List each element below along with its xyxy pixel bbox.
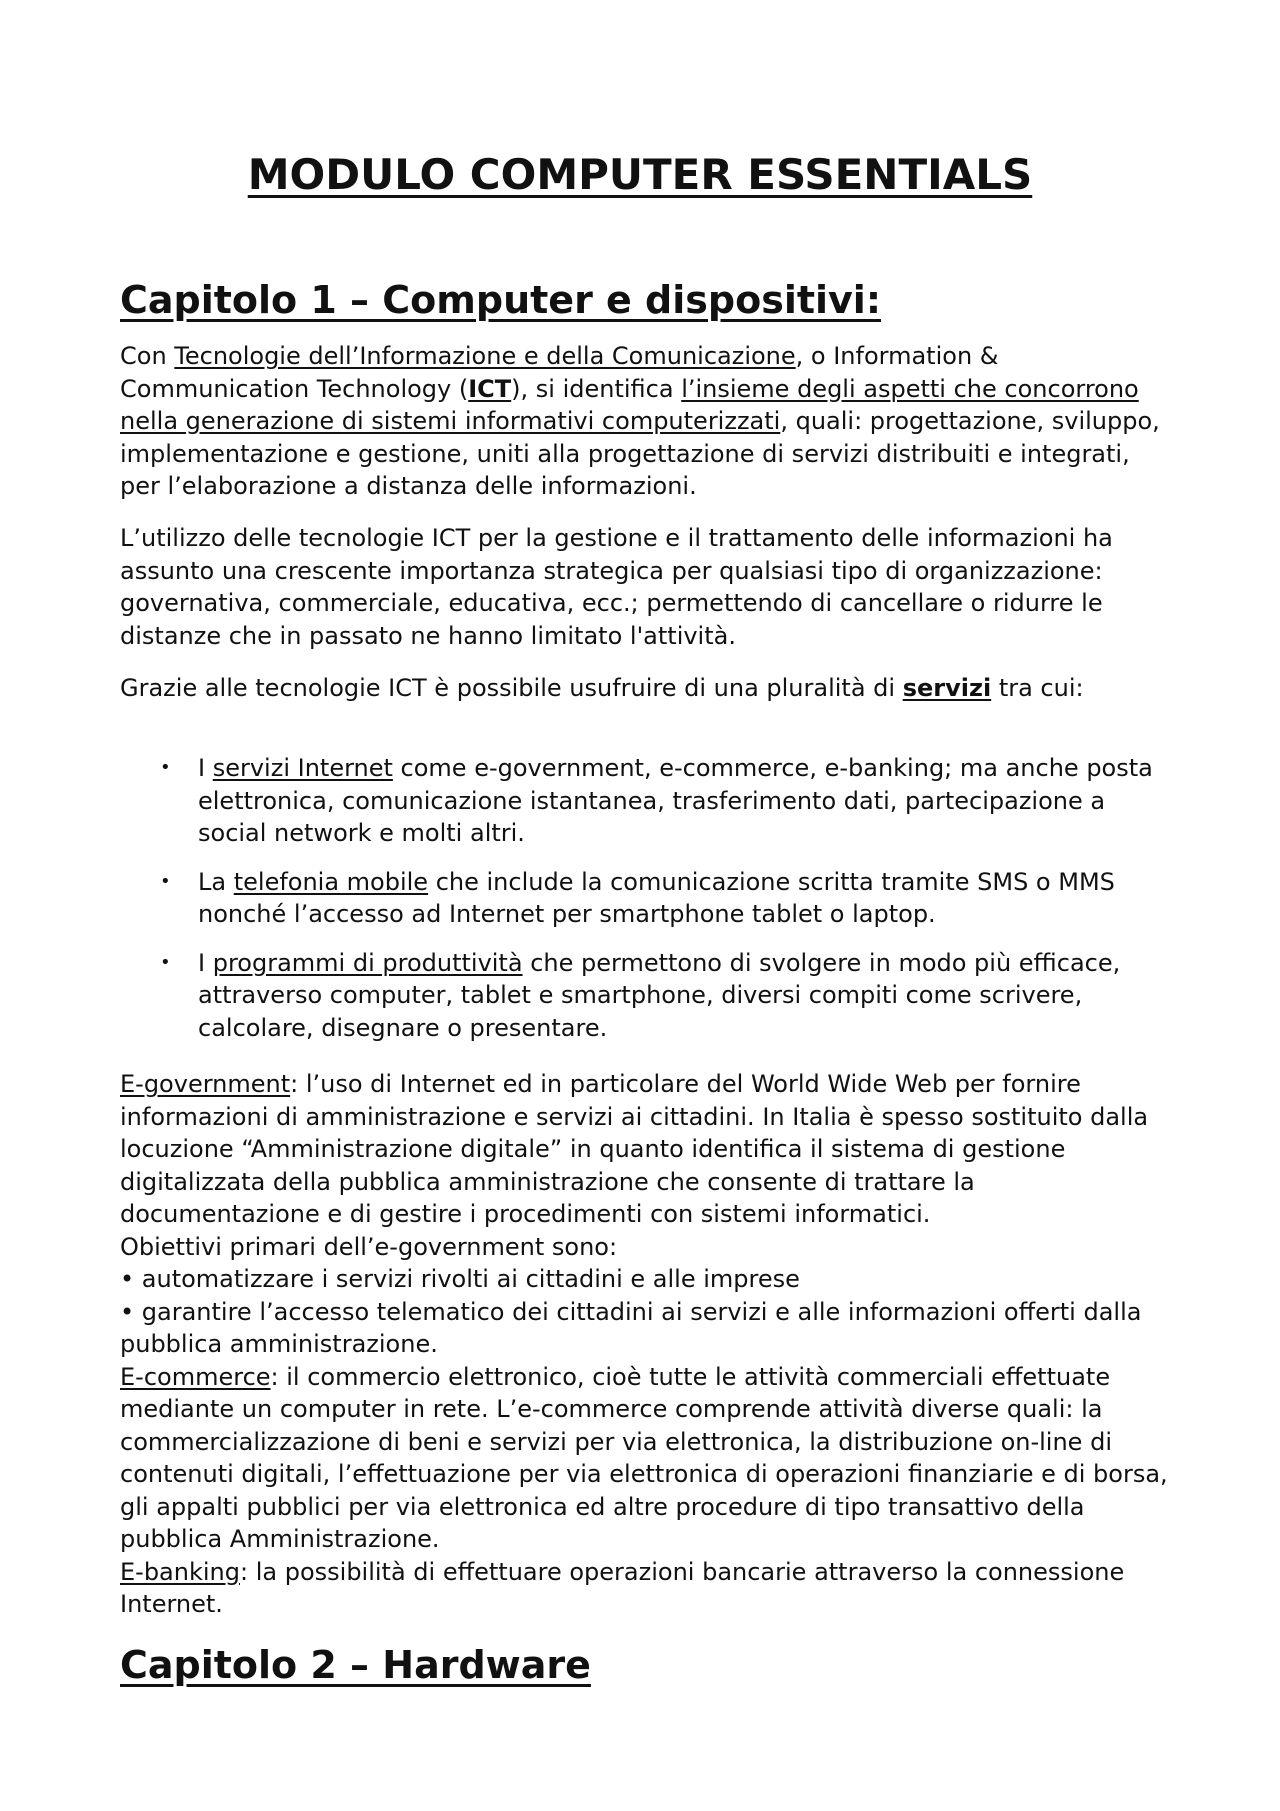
term-insieme-aspetti: l’insieme degli aspetti che concorrono nella generazione di sistemi informativi computerizzati [120,374,1139,435]
ebanking-definition: E-banking: la possibilità di effettuare operazioni bancarie attraverso la connessione Internet. [120,1557,1125,1618]
term-ebanking: E-banking [120,1557,240,1586]
chapter-1-heading: Capitolo 1 – Computer e dispositivi: [120,278,882,322]
term-programmi-produttivita: programmi di produttività [212,948,523,977]
egov-goal-1: • automatizzare i servizi rivolti ai cittadini e alle imprese [120,1265,800,1293]
paragraph-definitions [120,1068,1170,1621]
chapter-2-heading: Capitolo 2 – Hardware [120,1643,591,1687]
term-telefonia-mobile: telefonia mobile [233,867,429,896]
paragraph-ict-definition: Con Tecnologie dell’Informazione e della Comunicazione, o Information & Communication Technology (ICT), si identifica l’insieme degli aspetti che concorrono nella generazione di sistemi informativi computerizzati, quali: progettazione, sviluppo, implementazione e gestione, uniti alla progettazione di servizi distribuiti e integrati, per l’elaborazione a distanza delle informazioni. [120,342,1160,500]
document-title: MODULO COMPUTER ESSENTIALS [247,150,1033,199]
term-ecommerce: E-commerce [120,1362,271,1391]
term-egovernment: E-government [120,1070,291,1098]
egov-goal-2: • garantire l’accesso telematico dei cittadini ai servizi e alle informazioni offerti dalla pubblica amministrazione. [120,1297,1142,1358]
term-tecnologie-informazione: Tecnologie dell’Informazione e della Comunicazione [174,342,796,370]
ecommerce-definition: E-commerce: il commercio elettronico, cioè tutte le attività commerciali effettuate mediante un computer in rete. L’e-commerce comprende attività diverse quali: la commercializzazione di beni e servizi per via elettronica, la distribuzione on-line di contenuti digitali, l’effettuazione per via elettronica di operazioni finanziarie e di borsa, gli appalti pubblici per via elettronica ed altre procedure di tipo transattivo della pubblica Amministrazione. [120,1362,1168,1553]
list-item: • I servizi Internet come e-government, e-commerce, e-banking; ma anche posta elettronica, comunicazione istantanea, trasferimento dati, partecipazione a social network e molti altri. [160,754,1153,847]
term-ict: ICT [468,374,512,403]
egov-definition: E-government: l’uso di Internet ed in particolare del World Wide Web per fornire informazioni di amministrazione e servizi ai cittadini. In Italia è spesso sostituito dalla locuzione “Amministrazione digitale” in quanto identifica il sistema di gestione digitalizzata della pubblica amministrazione che consente di trattare la documentazione e di gestire i procedimenti con sistemi informatici. [120,1070,1149,1228]
list-item: • La telefonia mobile che include la comunicazione scritta tramite SMS o MMS nonché l’accesso ad Internet per smartphone tablet o laptop. [160,867,1115,928]
egov-goals-intro: Obiettivi primari dell’e-government sono: [120,1232,618,1261]
paragraph-ict-usage: L’utilizzo delle tecnologie ICT per la gestione e il trattamento delle informazioni ha assunto una crescente importanza strategica per qualsiasi tipo di organizzazione: governativa, commerciale, educativa, ecc.; permettendo di cancellare o ridurre le distanze che in passato ne hanno limitato l'attività. [120,524,1113,650]
term-servizi: servizi [902,674,992,702]
list-item: • I programmi di produttività che permettono di svolgere in modo più efficace, attraverso computer, tablet e smartphone, diversi compiti come scrivere, calcolare, disegnare o presentare. [160,948,1121,1042]
paragraph-services-intro: Grazie alle tecnologie ICT è possibile usufruire di una pluralità di servizi tra cui: [120,674,1084,702]
term-servizi-internet: servizi Internet [212,754,393,782]
services-list [120,752,1170,1060]
